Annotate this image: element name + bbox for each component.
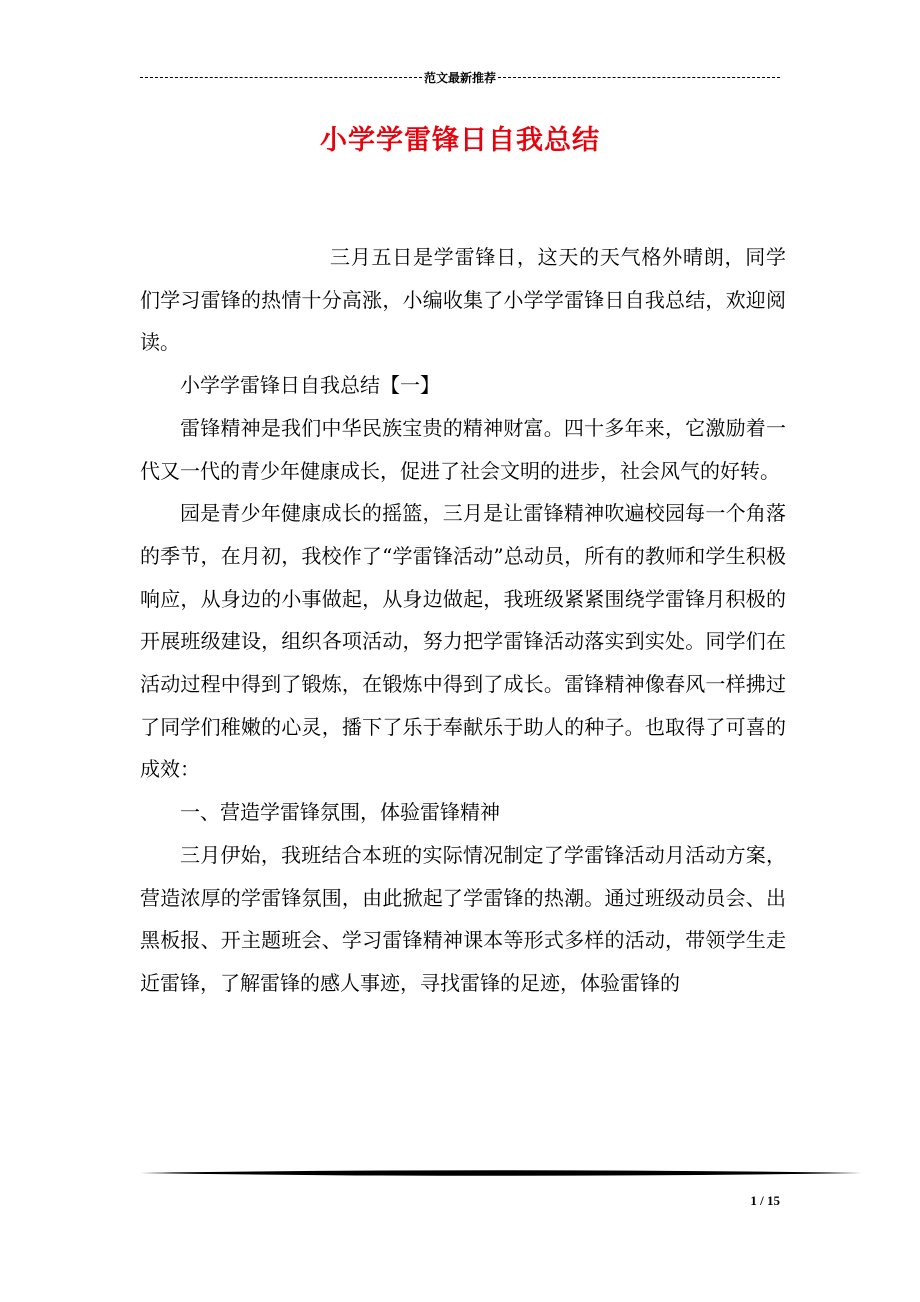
header-dash-right: [498, 77, 780, 78]
body-paragraph: 三月伊始，我班结合本班的实际情况制定了学雷锋活动月活动方案，营造浓厚的学雷锋氛围，由此掀起了学雷锋的热潮。通过班级动员会、出黑板报、开主题班会、学习雷锋精神课本等形式多样的活动，带领学生走近雷锋，了解雷锋的感人事迹，寻找雷锋的足迹，体验雷锋的: [140, 842, 786, 995]
page-header: [140, 68, 780, 86]
section-heading: 小学学雷锋日自我总结【一】: [180, 373, 440, 398]
footer-rule: [140, 1170, 862, 1176]
subsection-heading: 一、营造学雷锋氛围，体验雷锋精神: [180, 800, 500, 825]
page-number: 1 / 15: [750, 1193, 780, 1208]
header-dash-left: [140, 77, 422, 78]
body-paragraph: 雷锋精神是我们中华民族宝贵的精神财富。四十多年来，它激励着一代又一代的青少年健康成长，促进了社会文明的进步，社会风气的好转。: [140, 415, 786, 483]
body-paragraph: 园是青少年健康成长的摇篮，三月是让雷锋精神吹遍校园每一个角落的季节，在月初，我校作了“学雷锋活动”总动员，所有的教师和学生积极响应，从身边的小事做起，从身边做起，我班级紧紧围绕学雷锋月积极的开展班级建设，组织各项活动，努力把学雷锋活动落实到实处。同学们在活动过程中得到了锻炼，在锻炼中得到了成长。雷锋精神像春风一样拂过了同学们稚嫩的心灵，播下了乐于奉献乐于助人的种子。也取得了可喜的成效：: [140, 501, 786, 782]
document-body: [140, 236, 786, 1005]
intro-paragraph: 三月五日是学雷锋日，这天的天气格外晴朗，同学们学习雷锋的热情十分高涨，小编收集了小学学雷锋日自我总结，欢迎阅读。: [140, 245, 786, 355]
document-title: 小学学雷锋日自我总结: [320, 125, 600, 156]
header-label: 范文最新推荐: [424, 70, 497, 85]
